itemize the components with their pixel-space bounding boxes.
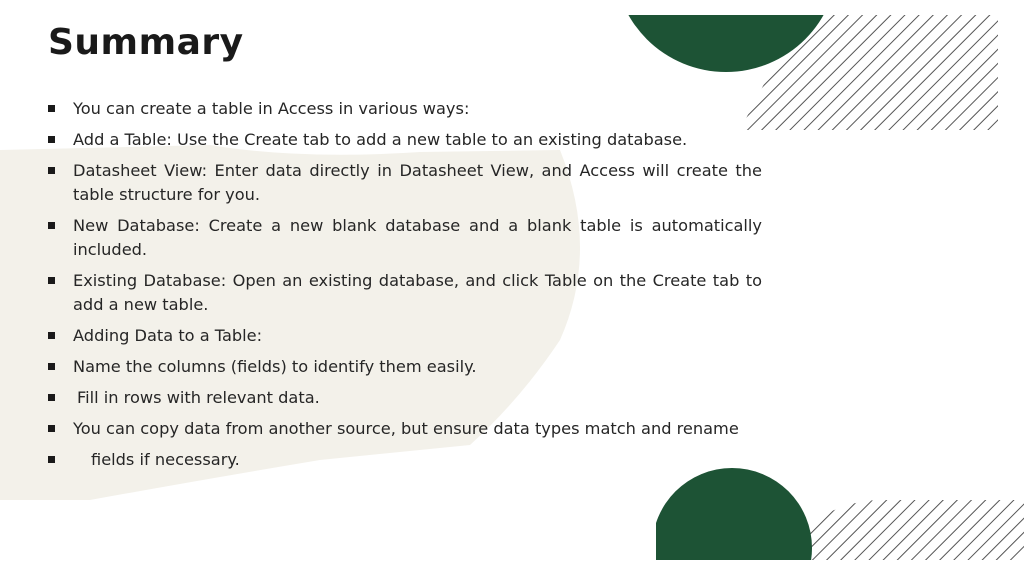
bullet-text: Datasheet View: Enter data directly in Datasheet View, and Access will create the table structure for you. (73, 161, 762, 204)
bottom-green-arc-shape (652, 468, 812, 576)
square-bullet-icon (48, 456, 55, 463)
bullet-item (48, 269, 762, 317)
bullet-text: Fill in rows with relevant data. (77, 388, 320, 407)
slide-title: Summary (48, 22, 244, 63)
bullet-item (48, 417, 762, 441)
bullet-list (48, 97, 762, 479)
bullet-text: Add a Table: Use the Create tab to add a new table to an existing database. (73, 130, 688, 149)
bullet-text: Adding Data to a Table: (73, 326, 263, 345)
square-bullet-icon (48, 425, 55, 432)
bullet-item (48, 324, 762, 348)
bullet-text: Existing Database: Open an existing database, and click Table on the Create tab to add a new table. (73, 271, 762, 314)
bullet-text: You can copy data from another source, but ensure data types match and rename (73, 419, 739, 438)
bullet-text: Name the columns (fields) to identify them easily. (73, 357, 477, 376)
square-bullet-icon (48, 363, 55, 370)
bullet-item (48, 448, 762, 472)
square-bullet-icon (48, 105, 55, 112)
bullet-item (48, 355, 762, 379)
bullet-item (48, 214, 762, 262)
bullet-item (48, 128, 762, 152)
square-bullet-icon (48, 136, 55, 143)
bullet-text: New Database: Create a new blank database and a blank table is automatically included. (73, 216, 762, 259)
bullet-text: fields if necessary. (91, 450, 240, 469)
square-bullet-icon (48, 167, 55, 174)
square-bullet-icon (48, 394, 55, 401)
bottom-right-hatch-shape (790, 500, 1024, 560)
square-bullet-icon (48, 222, 55, 229)
bullet-item (48, 386, 762, 410)
square-bullet-icon (48, 277, 55, 284)
bullet-item (48, 159, 762, 207)
bullet-item (48, 97, 762, 121)
square-bullet-icon (48, 332, 55, 339)
bullet-text: You can create a table in Access in various ways: (73, 99, 470, 118)
